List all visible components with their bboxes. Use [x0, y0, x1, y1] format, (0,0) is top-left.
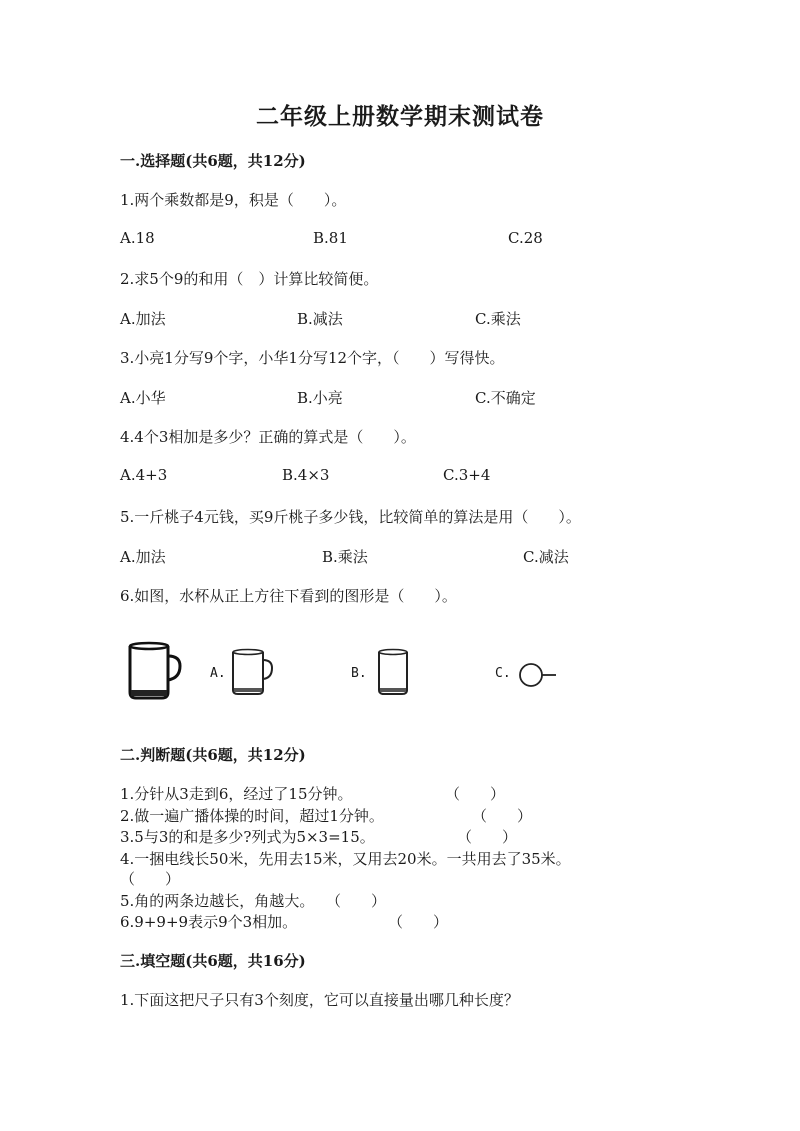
judge-1-answer: （ ）	[445, 785, 506, 803]
cup-side-view-b	[376, 648, 410, 698]
mug-side-view-a	[230, 648, 276, 698]
option-5c: C.减法	[523, 548, 569, 566]
judge-4-answer: （ ）	[120, 870, 181, 888]
fill-question-1: 1.下面这把尺子只有3个刻度，它可以直接量出哪几种长度？	[120, 991, 519, 1009]
question-1: 1.两个乘数都是9，积是（ ）。	[120, 191, 347, 209]
option-4c: C.3+4	[443, 466, 491, 484]
section-heading-fill: 三.填空题(共6题，共16分)	[120, 952, 306, 970]
top-view-c	[518, 662, 558, 688]
judge-4: 4.一捆电线长50米，先用去15米，又用去20米。一共用去了35米。	[120, 850, 571, 868]
judge-6: 6.9+9+9表示9个3相加。	[120, 913, 298, 931]
option-1a: A.18	[120, 229, 155, 247]
judge-3: 3.5与3的和是多少?列式为5×3=15。	[120, 828, 375, 846]
judge-3-answer: （ ）	[457, 828, 518, 846]
judge-5-answer: （ ）	[326, 892, 387, 910]
question-4: 4.4个3相加是多少？正确的算式是（ ）。	[120, 428, 416, 446]
option-4b: B.4×3	[282, 466, 330, 484]
section-heading-choice: 一.选择题(共6题，共12分)	[120, 152, 306, 170]
option-3b: B.小亮	[297, 389, 343, 407]
option-5a: A.加法	[120, 548, 166, 566]
judge-5: 5.角的两条边越长，角越大。	[120, 892, 315, 910]
option-1b: B.81	[313, 229, 348, 247]
figure-label-b: B.	[351, 666, 367, 681]
figure-label-a: A.	[210, 666, 226, 681]
judge-6-answer: （ ）	[388, 913, 449, 931]
option-3a: A.小华	[120, 389, 166, 407]
figure-label-c: C.	[495, 666, 511, 681]
judge-1: 1.分针从3走到6，经过了15分钟。	[120, 785, 353, 803]
question-6: 6.如图，水杯从正上方往下看到的图形是（ ）。	[120, 587, 457, 605]
page-title: 二年级上册数学期末测试卷	[256, 103, 544, 130]
option-1c: C.28	[508, 229, 543, 247]
option-2c: C.乘法	[475, 310, 521, 328]
option-3c: C.不确定	[475, 389, 536, 407]
option-2b: B.减法	[297, 310, 343, 328]
mug-figure	[124, 640, 184, 702]
judge-2: 2.做一遍广播体操的时间，超过1分钟。	[120, 807, 384, 825]
section-heading-judge: 二.判断题(共6题，共12分)	[120, 746, 306, 764]
question-3: 3.小亮1分写9个字，小华1分写12个字，（ ）写得快。	[120, 349, 505, 367]
question-2: 2.求5个9的和用（ ）计算比较简便。	[120, 270, 379, 288]
option-5b: B.乘法	[322, 548, 368, 566]
option-4a: A.4+3	[120, 466, 168, 484]
option-2a: A.加法	[120, 310, 166, 328]
judge-2-answer: （ ）	[472, 807, 533, 825]
question-5: 5.一斤桃子4元钱，买9斤桃子多少钱，比较简单的算法是用（ ）。	[120, 508, 581, 526]
